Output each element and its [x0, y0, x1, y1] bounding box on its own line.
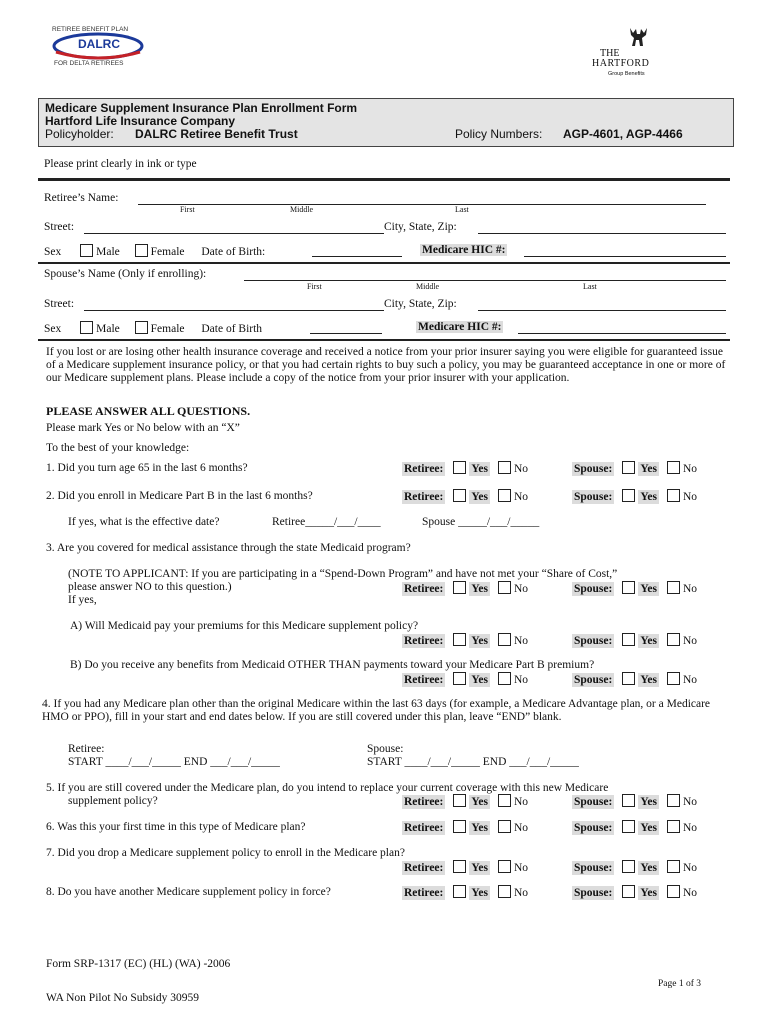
retiree-label: Retiree: — [404, 674, 444, 686]
retiree-street-label: Street: — [44, 221, 75, 233]
q4-retiree-label: Retiree: — [68, 743, 105, 755]
q3a-retiree-yes-checkbox[interactable] — [453, 633, 466, 646]
retiree-name-input[interactable] — [138, 192, 706, 205]
page-number: Page 1 of 3 — [658, 979, 702, 989]
q6-spouse-yes-checkbox[interactable] — [622, 820, 635, 833]
spouse-label: Spouse: — [574, 463, 613, 475]
spouse-male-label: Male — [96, 323, 120, 335]
dalrc-logo — [48, 26, 148, 70]
no-label: No — [514, 822, 529, 834]
spouse-city-input[interactable] — [478, 298, 726, 311]
retiree-dob-label: Date of Birth: — [201, 246, 266, 258]
yes-label: Yes — [471, 674, 488, 686]
policyholder-label: Policyholder: — [45, 127, 114, 141]
yes-label: Yes — [471, 635, 488, 647]
spouse-label: Spouse: — [574, 796, 613, 808]
retiree-label: Retiree: — [404, 635, 444, 647]
spouse-street-input[interactable] — [84, 298, 384, 311]
hartford-the: THE — [600, 48, 620, 59]
spouse-name-label: Spouse’s Name (Only if enrolling): — [44, 268, 207, 280]
yes-label: Yes — [640, 463, 657, 475]
spouse-first-caption: First — [307, 282, 322, 291]
q2-retiree-yes-checkbox[interactable] — [453, 489, 466, 502]
spouse-middle-caption: Middle — [416, 282, 440, 291]
retiree-dob-input[interactable] — [312, 244, 402, 257]
q3b-spouse-no-checkbox[interactable] — [667, 672, 680, 685]
q3a-retiree-answers — [402, 633, 528, 647]
q8-retiree-yes-checkbox[interactable] — [453, 885, 466, 898]
form-title: Medicare Supplement Insurance Plan Enrollment Form — [45, 101, 358, 115]
q7-spouse-answers — [572, 860, 697, 874]
q3a-text: A) Will Medicaid pay your premiums for this Medicare supplement policy? — [70, 620, 419, 632]
logo-bottom-text: FOR DELTA RETIREES — [54, 60, 124, 67]
yes-label: Yes — [640, 796, 657, 808]
retiree-female-label: Female — [150, 246, 185, 258]
spouse-dob-label: Date of Birth — [201, 323, 263, 335]
q7-retiree-answers — [402, 860, 528, 874]
yes-label: Yes — [471, 822, 488, 834]
q8-spouse-answers — [572, 885, 697, 899]
q3-spouse-answers — [572, 581, 697, 595]
retiree-city-label: City, State, Zip: — [384, 221, 457, 233]
q7-spouse-no-checkbox[interactable] — [667, 860, 680, 873]
spouse-male-checkbox[interactable] — [80, 321, 93, 334]
q8-text: 8. Do you have another Medicare supplement policy in force? — [46, 886, 331, 898]
q4-retiree-dates[interactable]: START ____/___/_____ END ___/___/_____ — [68, 756, 280, 768]
retiree-first-caption: First — [180, 205, 195, 214]
q8-retiree-no-checkbox[interactable] — [498, 885, 511, 898]
hartford-name: HARTFORD — [592, 58, 650, 69]
q1-retiree-answers — [402, 461, 528, 475]
q3-note-line1: (NOTE TO APPLICANT: If you are participating in a “Spend-Down Program” and have not met your “Share of Cost,” — [68, 568, 618, 580]
no-label: No — [514, 674, 529, 686]
retiree-city-input[interactable] — [478, 221, 726, 234]
retiree-hic-input[interactable] — [524, 244, 726, 257]
best-knowledge: To the best of your knowledge: — [46, 442, 190, 454]
q2-text: 2. Did you enroll in Medicare Part B in the last 6 months? — [46, 490, 313, 502]
no-label: No — [514, 583, 529, 595]
q3b-retiree-yes-checkbox[interactable] — [453, 672, 466, 685]
q5-retiree-no-checkbox[interactable] — [498, 794, 511, 807]
retiree-sex-label: Sex — [44, 246, 62, 258]
spouse-label: Spouse: — [574, 491, 613, 503]
q3-text: 3. Are you covered for medical assistance through the state Medicaid program? — [46, 542, 411, 554]
no-label: No — [682, 491, 698, 503]
answer-all-heading: PLEASE ANSWER ALL QUESTIONS. — [46, 404, 251, 418]
q4-spouse-label: Spouse: — [367, 743, 404, 755]
yes-label: Yes — [471, 862, 488, 874]
q3-note-line3: If yes, — [68, 594, 97, 606]
retiree-male-checkbox[interactable] — [80, 244, 93, 257]
q3-retiree-no-checkbox[interactable] — [498, 581, 511, 594]
spouse-sex-row — [44, 321, 262, 335]
policyholder-value: DALRC Retiree Benefit Trust — [135, 127, 298, 141]
retiree-label: Retiree: — [404, 491, 444, 503]
no-label: No — [682, 583, 698, 595]
spouse-label: Spouse: — [574, 887, 613, 899]
q2-spouse-date[interactable]: Spouse _____/___/_____ — [422, 516, 540, 528]
no-label: No — [514, 491, 529, 503]
q4-spouse-dates[interactable]: START ____/___/_____ END ___/___/_____ — [367, 756, 579, 768]
q2-spouse-yes-checkbox[interactable] — [622, 489, 635, 502]
spouse-label: Spouse: — [574, 862, 613, 874]
q3b-retiree-answers — [402, 672, 528, 686]
spouse-dob-input[interactable] — [310, 321, 382, 334]
spouse-female-label: Female — [150, 323, 185, 335]
guaranteed-issue-paragraph: If you lost or are losing other health insurance coverage and received a notice from your prior insurer saying you were eligible for guaranteed issue of a Medicare supplement insurance policy, or that you had certain rights to buy such a policy, you may be guaranteed acceptance in one or more of our Medicare supplement plans. Please include a copy of the notice from your prior insurer with your application. — [46, 346, 726, 384]
q5-spouse-no-checkbox[interactable] — [667, 794, 680, 807]
q5-retiree-yes-checkbox[interactable] — [453, 794, 466, 807]
form-number: Form SRP-1317 (EC) (HL) (WA) -2006 — [46, 958, 231, 970]
q7-retiree-yes-checkbox[interactable] — [453, 860, 466, 873]
q5-line1: 5. If you are still covered under the Medicare plan, do you intend to replace your current coverage with this new Medicare — [46, 782, 609, 794]
spouse-label: Spouse: — [574, 583, 613, 595]
yes-label: Yes — [471, 583, 488, 595]
yes-label: Yes — [471, 796, 488, 808]
q2-spouse-answers — [572, 489, 697, 503]
company-name: Hartford Life Insurance Company — [45, 114, 236, 128]
q3-retiree-answers — [402, 581, 528, 595]
spouse-street-label: Street: — [44, 298, 75, 310]
q6-spouse-no-checkbox[interactable] — [667, 820, 680, 833]
no-label: No — [514, 887, 529, 899]
q7-spouse-yes-checkbox[interactable] — [622, 860, 635, 873]
no-label: No — [682, 635, 698, 647]
q3b-retiree-no-checkbox[interactable] — [498, 672, 511, 685]
q2-spouse-no-checkbox[interactable] — [667, 489, 680, 502]
q3a-spouse-no-checkbox[interactable] — [667, 633, 680, 646]
retiree-street-input[interactable] — [84, 221, 384, 234]
logo-center-text: DALRC — [78, 37, 120, 51]
q6-retiree-answers — [402, 820, 528, 834]
retiree-label: Retiree: — [404, 796, 444, 808]
yes-label: Yes — [640, 674, 657, 686]
retiree-last-caption: Last — [455, 205, 469, 214]
retiree-female-checkbox[interactable] — [135, 244, 148, 257]
retiree-label: Retiree: — [404, 583, 444, 595]
divider — [38, 262, 730, 264]
retiree-label: Retiree: — [404, 862, 444, 874]
retiree-label: Retiree: — [404, 887, 444, 899]
mark-instructions: Please mark Yes or No below with an “X” — [46, 422, 240, 434]
retiree-sex-row — [44, 244, 265, 258]
retiree-middle-caption: Middle — [290, 205, 314, 214]
retiree-male-label: Male — [96, 246, 120, 258]
no-label: No — [682, 463, 698, 475]
q2-retiree-date[interactable]: Retiree_____/___/____ — [272, 516, 381, 528]
retiree-label: Retiree: — [404, 463, 444, 475]
divider — [38, 178, 730, 181]
q2-followup: If yes, what is the effective date? — [68, 516, 220, 528]
q3a-spouse-yes-checkbox[interactable] — [622, 633, 635, 646]
q3a-retiree-no-checkbox[interactable] — [498, 633, 511, 646]
no-label: No — [682, 796, 698, 808]
q6-retiree-yes-checkbox[interactable] — [453, 820, 466, 833]
spouse-city-label: City, State, Zip: — [384, 298, 457, 310]
no-label: No — [682, 887, 698, 899]
no-label: No — [514, 463, 529, 475]
yes-label: Yes — [640, 862, 657, 874]
yes-label: Yes — [640, 887, 657, 899]
spouse-label: Spouse: — [574, 822, 613, 834]
retiree-hic-label: Medicare HIC #: — [422, 244, 506, 256]
policy-numbers-value: AGP-4601, AGP-4466 — [563, 127, 683, 141]
yes-label: Yes — [471, 463, 488, 475]
q3a-spouse-answers — [572, 633, 697, 647]
retiree-name-label: Retiree’s Name: — [44, 192, 119, 204]
stag-icon — [626, 26, 652, 48]
q3b-spouse-yes-checkbox[interactable] — [622, 672, 635, 685]
spouse-sex-label: Sex — [44, 323, 62, 335]
no-label: No — [514, 796, 529, 808]
q2-retiree-no-checkbox[interactable] — [498, 489, 511, 502]
q1-retiree-no-checkbox[interactable] — [498, 461, 511, 474]
print-instructions: Please print clearly in ink or type — [44, 158, 197, 170]
q2-retiree-answers — [402, 489, 528, 503]
q8-spouse-yes-checkbox[interactable] — [622, 885, 635, 898]
q1-retiree-yes-checkbox[interactable] — [453, 461, 466, 474]
q1-spouse-no-checkbox[interactable] — [667, 461, 680, 474]
q4-text: 4. If you had any Medicare plan other than the original Medicare within the last 63 days (for example, a Medicare Advantage plan, or a Medicare HMO or PPO), fill in your start and end dates below. If you are still covered under this plan, leave “END” blank. — [42, 698, 711, 723]
no-label: No — [514, 635, 529, 647]
divider — [38, 339, 730, 341]
q3b-text: B) Do you receive any benefits from Medicaid OTHER THAN payments toward your Medicare Part B premium? — [70, 659, 595, 671]
q3-retiree-yes-checkbox[interactable] — [453, 581, 466, 594]
yes-label: Yes — [471, 491, 488, 503]
spouse-label: Spouse: — [574, 635, 613, 647]
q5-spouse-answers — [572, 794, 697, 808]
hartford-logo — [590, 26, 660, 86]
q6-text: 6. Was this your first time in this type of Medicare plan? — [46, 821, 306, 833]
yes-label: Yes — [640, 583, 657, 595]
subsidy-code: WA Non Pilot No Subsidy 30959 — [46, 992, 200, 1004]
q7-text: 7. Did you drop a Medicare supplement policy to enroll in the Medicare plan? — [46, 847, 405, 859]
q1-spouse-yes-checkbox[interactable] — [622, 461, 635, 474]
q3-spouse-no-checkbox[interactable] — [667, 581, 680, 594]
q3-spouse-yes-checkbox[interactable] — [622, 581, 635, 594]
q5-line2: supplement policy? — [68, 795, 158, 807]
yes-label: Yes — [640, 635, 657, 647]
q6-spouse-answers — [572, 820, 697, 834]
spouse-last-caption: Last — [583, 282, 597, 291]
logo-top-text: RETIREE BENEFIT PLAN — [52, 26, 129, 33]
policy-numbers-label: Policy Numbers: — [455, 127, 543, 141]
q7-retiree-no-checkbox[interactable] — [498, 860, 511, 873]
no-label: No — [514, 862, 529, 874]
spouse-female-checkbox[interactable] — [135, 321, 148, 334]
spouse-name-input[interactable] — [244, 268, 726, 281]
yes-label: Yes — [640, 822, 657, 834]
q3-note-line2: please answer NO to this question.) — [68, 581, 232, 593]
yes-label: Yes — [471, 887, 488, 899]
retiree-label: Retiree: — [404, 822, 444, 834]
spouse-hic-label: Medicare HIC #: — [418, 321, 502, 333]
q8-retiree-answers — [402, 885, 528, 899]
q1-text: 1. Did you turn age 65 in the last 6 months? — [46, 462, 248, 474]
no-label: No — [682, 822, 698, 834]
q5-spouse-yes-checkbox[interactable] — [622, 794, 635, 807]
q3b-spouse-answers — [572, 672, 697, 686]
spouse-hic-input[interactable] — [518, 321, 726, 334]
hartford-tagline: Group Benefits — [608, 71, 645, 77]
no-label: No — [682, 862, 698, 874]
q6-retiree-no-checkbox[interactable] — [498, 820, 511, 833]
header-box — [38, 98, 734, 147]
q8-spouse-no-checkbox[interactable] — [667, 885, 680, 898]
q5-retiree-answers — [402, 794, 528, 808]
spouse-label: Spouse: — [574, 674, 613, 686]
yes-label: Yes — [640, 491, 657, 503]
no-label: No — [682, 674, 698, 686]
q1-spouse-answers — [572, 461, 697, 475]
